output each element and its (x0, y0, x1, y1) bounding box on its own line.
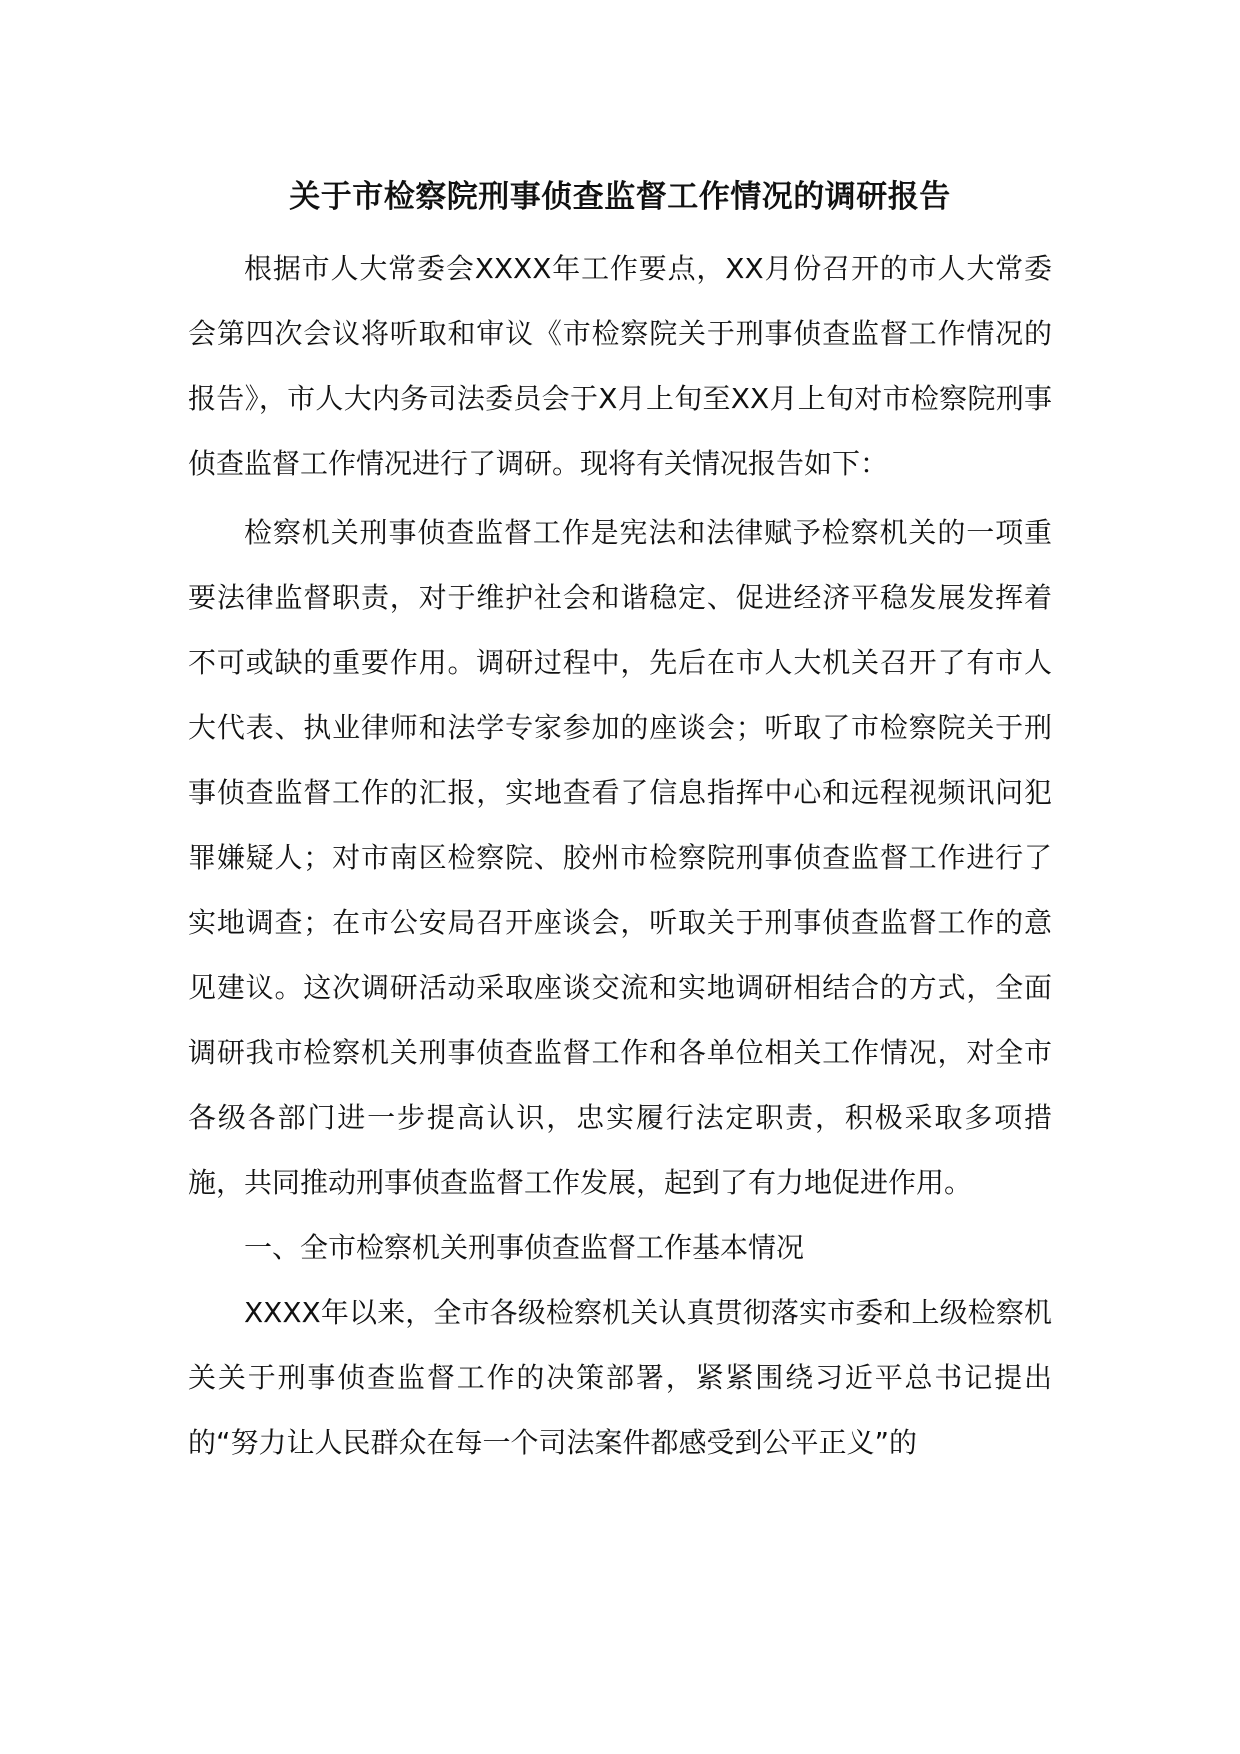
document-body (188, 236, 1052, 1475)
paragraph-intro: 根据市人大常委会XXXX年工作要点，XX月份召开的市人大常委会第四次会议将听取和审议《市检察院关于刑事侦查监督工作情况的报告》，市人大内务司法委员会于X月上旬至XX月上旬对市检察院刑事侦查监督工作情况进行了调研。现将有关情况报告如下： (188, 252, 1052, 480)
document-title: 关于市检察院刑事侦查监督工作情况的调研报告 (289, 179, 951, 215)
section-heading-1: 一、全市检察机关刑事侦查监督工作基本情况 (244, 1231, 805, 1264)
paragraph-overview: 检察机关刑事侦查监督工作是宪法和法律赋予检察机关的一项重要法律监督职责，对于维护社会和谐稳定、促进经济平稳发展发挥着不可或缺的重要作用。调研过程中，先后在市人大机关召开了有市人大代表、执业律师和法学专家参加的座谈会；听取了市检察院关于刑事侦查监督工作的汇报，实地查看了信息指挥中心和远程视频讯问犯罪嫌疑人；对市南区检察院、胶州市检察院刑事侦查监督工作进行了实地调查；在市公安局召开座谈会，听取关于刑事侦查监督工作的意见建议。这次调研活动采取座谈交流和实地调研相结合的方式，全面调研我市检察机关刑事侦查监督工作和各单位相关工作情况，对全市各级各部门进一步提高认识，忠实履行法定职责，积极采取多项措施，共同推动刑事侦查监督工作发展，起到了有力地促进作用。 (188, 516, 1052, 1199)
paragraph-section-1: XXXX年以来，全市各级检察机关认真贯彻落实市委和上级检察机关关于刑事侦查监督工作的决策部署，紧紧围绕习近平总书记提出的“努力让人民群众在每一个司法案件都感受到公平正义”的 (188, 1296, 1052, 1459)
